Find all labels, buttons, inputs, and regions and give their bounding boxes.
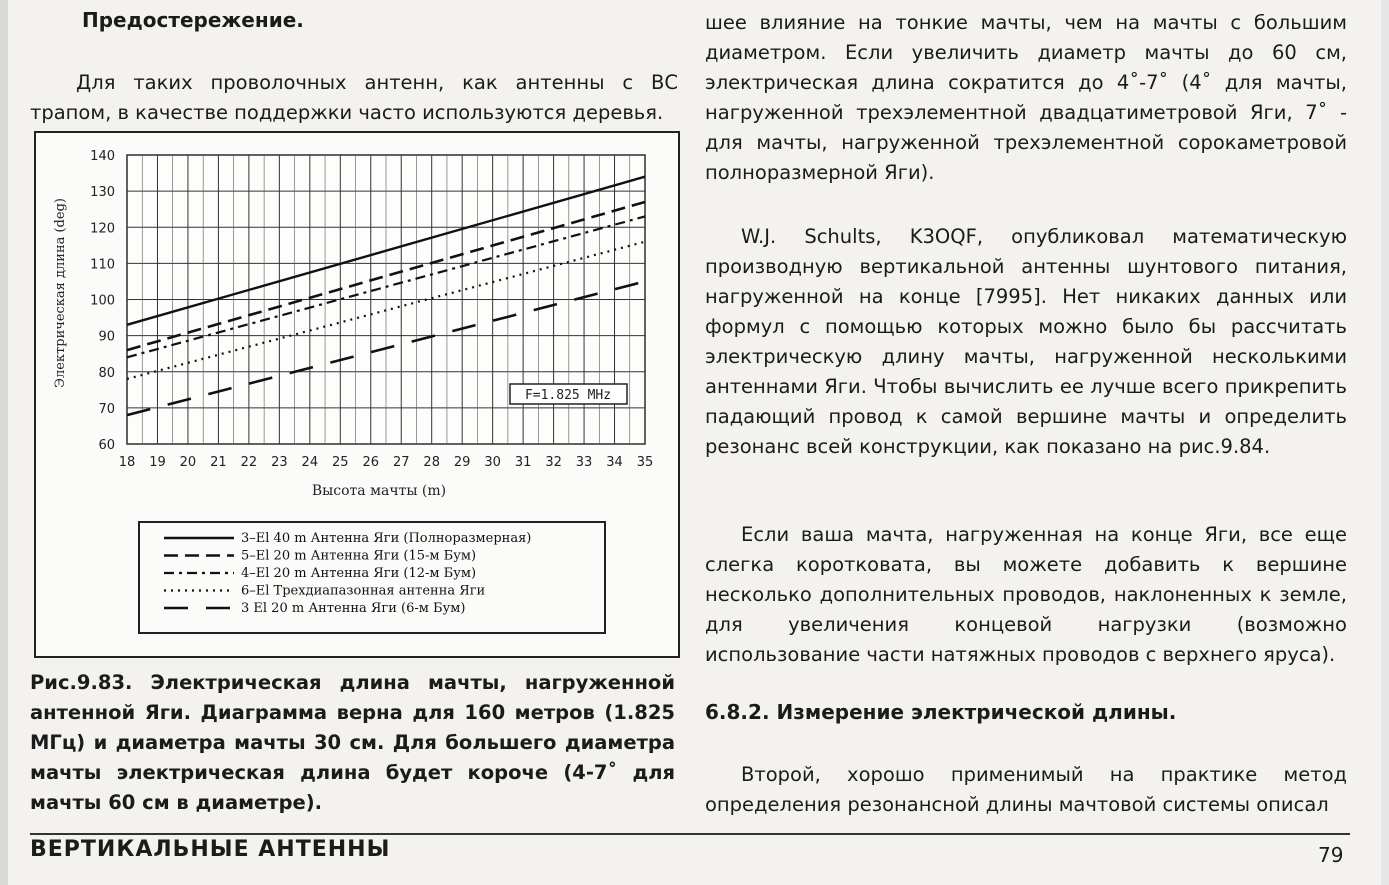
- legend-label: 4–El 20 m Антенна Яги (12-м Бум): [241, 566, 477, 581]
- chart-frame: [34, 131, 680, 658]
- mast-length-chart: [36, 133, 678, 656]
- x-tick-label: 19: [149, 455, 166, 470]
- legend-label: 3–El 40 m Антенна Яги (Полноразмерная): [241, 531, 532, 546]
- x-tick-label: 32: [545, 455, 562, 470]
- x-tick-label: 29: [453, 455, 471, 470]
- y-tick-label: 130: [90, 185, 115, 201]
- figure-caption: Рис.9.83. Электрическая длина мачты, нагруженной антенной Яги. Диаграмма верна для 160 метров (1.825 МГц) и диаметра мачты 30 см. Для большего диаметра мачты электрическая длина будет короче (4-7˚ для мачты 60 см в диаметре).: [30, 671, 675, 814]
- x-tick-label: 22: [240, 455, 258, 470]
- legend-label: 5–El 20 m Антенна Яги (15-м Бум): [241, 548, 477, 564]
- y-tick-label: 100: [90, 293, 115, 309]
- y-tick-label: 80: [98, 365, 115, 381]
- x-tick-label: 30: [484, 455, 501, 470]
- x-tick-label: 25: [332, 455, 349, 470]
- y-tick-label: 120: [90, 221, 115, 237]
- section-heading: 6.8.2. Измерение электрической длины.: [705, 700, 1177, 724]
- x-axis-label: Высота мачты (m): [311, 483, 447, 499]
- x-tick-label: 20: [179, 455, 197, 470]
- y-tick-label: 140: [90, 149, 115, 164]
- warning-heading: Предостережение.: [82, 8, 304, 32]
- page-number: 79: [1318, 843, 1344, 867]
- x-tick-label: 33: [575, 455, 593, 470]
- y-tick-label: 70: [98, 401, 115, 417]
- right-paragraph-1: шее влияние на тонкие мачты, чем на мачты с большим диаметром. Если увеличить диаметр мачты до 60 см, электрическая длина сократится до 4˚-7˚ (4˚ для мачты, нагруженной трехэлементной двадцатиметровой Яги, 7˚ - для мачты, нагруженной трехэлементной сорокаметровой полноразмерной Яги).: [705, 11, 1347, 184]
- legend-label: 6–El Трехдиапазонная антенна Яги: [241, 583, 486, 599]
- x-tick-label: 18: [118, 455, 136, 470]
- x-tick-label: 27: [392, 455, 410, 470]
- left-paragraph: Для таких проволочных антенн, как антенны с ВС трапом, в качестве поддержки часто используются деревья.: [30, 71, 678, 124]
- right-edge: [1381, 0, 1389, 885]
- frequency-annotation: F=1.825 MHz: [524, 388, 612, 403]
- x-tick-label: 24: [301, 455, 319, 470]
- right-paragraph-4: Второй, хорошо применимый на практике метод определения резонансной длины мачтовой системы описал: [705, 763, 1347, 816]
- right-paragraph-3: Если ваша мачта, нагруженная на конце Яги, все еще слегка коротковата, вы можете добавить к вершине несколько дополнительных проводов, наклоненных к земле, для увеличения концевой нагрузки (возможно использование части натяжных проводов с верхнего яруса).: [705, 523, 1347, 666]
- x-tick-label: 28: [423, 455, 440, 470]
- y-tick-label: 90: [98, 329, 115, 345]
- running-footer: ВЕРТИКАЛЬНЫЕ АНТЕННЫ: [30, 837, 391, 862]
- x-tick-label: 26: [362, 455, 380, 470]
- right-paragraph-2: W.J. Schults, K3OQF, опубликовал математическую производную вертикальной антенны шунтового питания, нагруженной на конце [7995]. Нет никаких данных или формул с помощью которых можно было бы рассчитать электрическую длину мачты, нагруженной несколькими антеннами Яги. Чтобы вычислить ее лучше всего прикрепить падающий провод к самой вершине мачты и определить резонанс всей конструкции, как показано на рис.9.84.: [705, 225, 1347, 458]
- x-tick-label: 35: [636, 455, 654, 470]
- x-tick-label: 23: [271, 455, 288, 470]
- x-tick-label: 31: [514, 455, 532, 470]
- footer-rule: [30, 833, 1350, 835]
- y-tick-label: 60: [98, 438, 115, 453]
- legend-label: 3 El 20 m Антенна Яги (6-м Бум): [241, 601, 466, 616]
- x-tick-label: 34: [606, 455, 623, 470]
- y-tick-label: 110: [90, 257, 115, 273]
- left-edge: [0, 0, 8, 885]
- y-axis-label: Электрическая длина (deg): [53, 198, 68, 388]
- x-tick-label: 21: [210, 455, 227, 470]
